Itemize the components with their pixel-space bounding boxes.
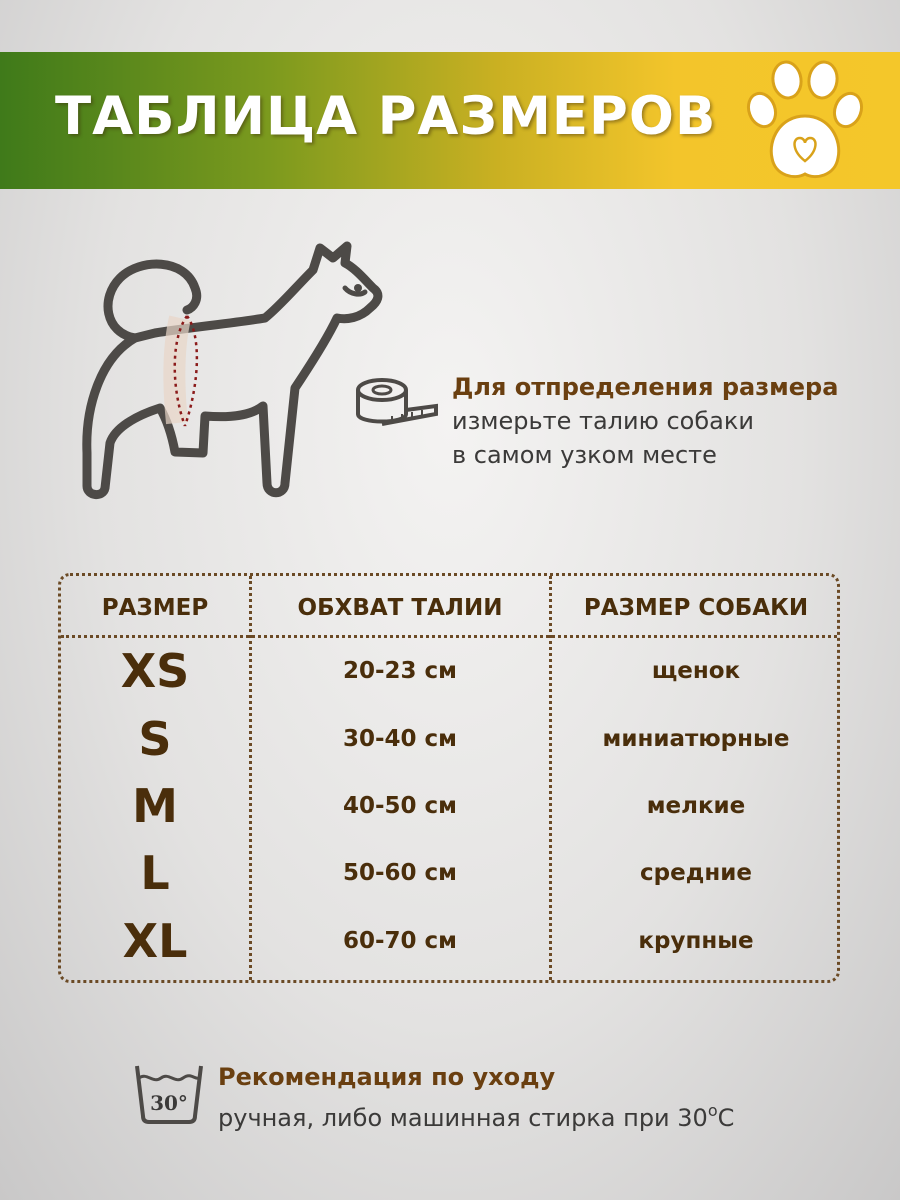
cell-dog-size: средние: [640, 860, 752, 886]
care-title: Рекомендация по уходу: [218, 1063, 556, 1091]
cell-dog-size: миниатюрные: [602, 726, 790, 752]
cell-waist: 60-70 см: [342, 928, 457, 954]
care-temp-unit: С: [717, 1104, 735, 1132]
cell-size: XS: [120, 644, 190, 698]
table-row: [61, 638, 837, 704]
cell-size: XL: [122, 914, 188, 968]
size-table: [58, 573, 840, 983]
table-row: [61, 773, 837, 839]
care-text-main: ручная, либо машинная стирка при 30: [218, 1104, 708, 1132]
cell-waist: 20-23 см: [342, 658, 457, 684]
wash-30-icon: [133, 1062, 205, 1124]
table-row: [61, 908, 837, 974]
care-instructions: [218, 1060, 734, 1135]
paw-heart-icon: [740, 58, 870, 188]
page-title: ТАБЛИЦА РАЗМЕРОВ: [55, 86, 717, 147]
measure-instructions: [452, 370, 838, 472]
measure-line-3: в самом узком месте: [452, 441, 717, 469]
cell-size: S: [138, 712, 172, 766]
header-dog-size: РАЗМЕР СОБАКИ: [583, 595, 809, 621]
cell-dog-size: крупные: [638, 928, 754, 954]
care-line: [218, 1094, 734, 1135]
cell-dog-size: щенок: [651, 658, 741, 684]
dog-outline-icon: [75, 238, 395, 513]
header-size: РАЗМЕР: [101, 595, 209, 621]
degree-sign: о: [707, 1101, 718, 1120]
table-row: [61, 840, 837, 906]
cell-size: M: [132, 779, 178, 833]
measure-title: Для отпределения размера: [452, 373, 839, 401]
cell-waist: 50-60 см: [342, 860, 457, 886]
cell-waist: 40-50 см: [342, 793, 457, 819]
cell-waist: 30-40 см: [342, 726, 457, 752]
cell-dog-size: мелкие: [646, 793, 746, 819]
table-row: [61, 706, 837, 772]
wash-temp-label: 30°: [150, 1091, 188, 1115]
header-waist: ОБХВАТ ТАЛИИ: [297, 595, 503, 621]
measure-line-2: измерьте талию собаки: [452, 407, 754, 435]
cell-size: L: [140, 846, 170, 900]
measuring-tape-icon: [352, 372, 442, 442]
